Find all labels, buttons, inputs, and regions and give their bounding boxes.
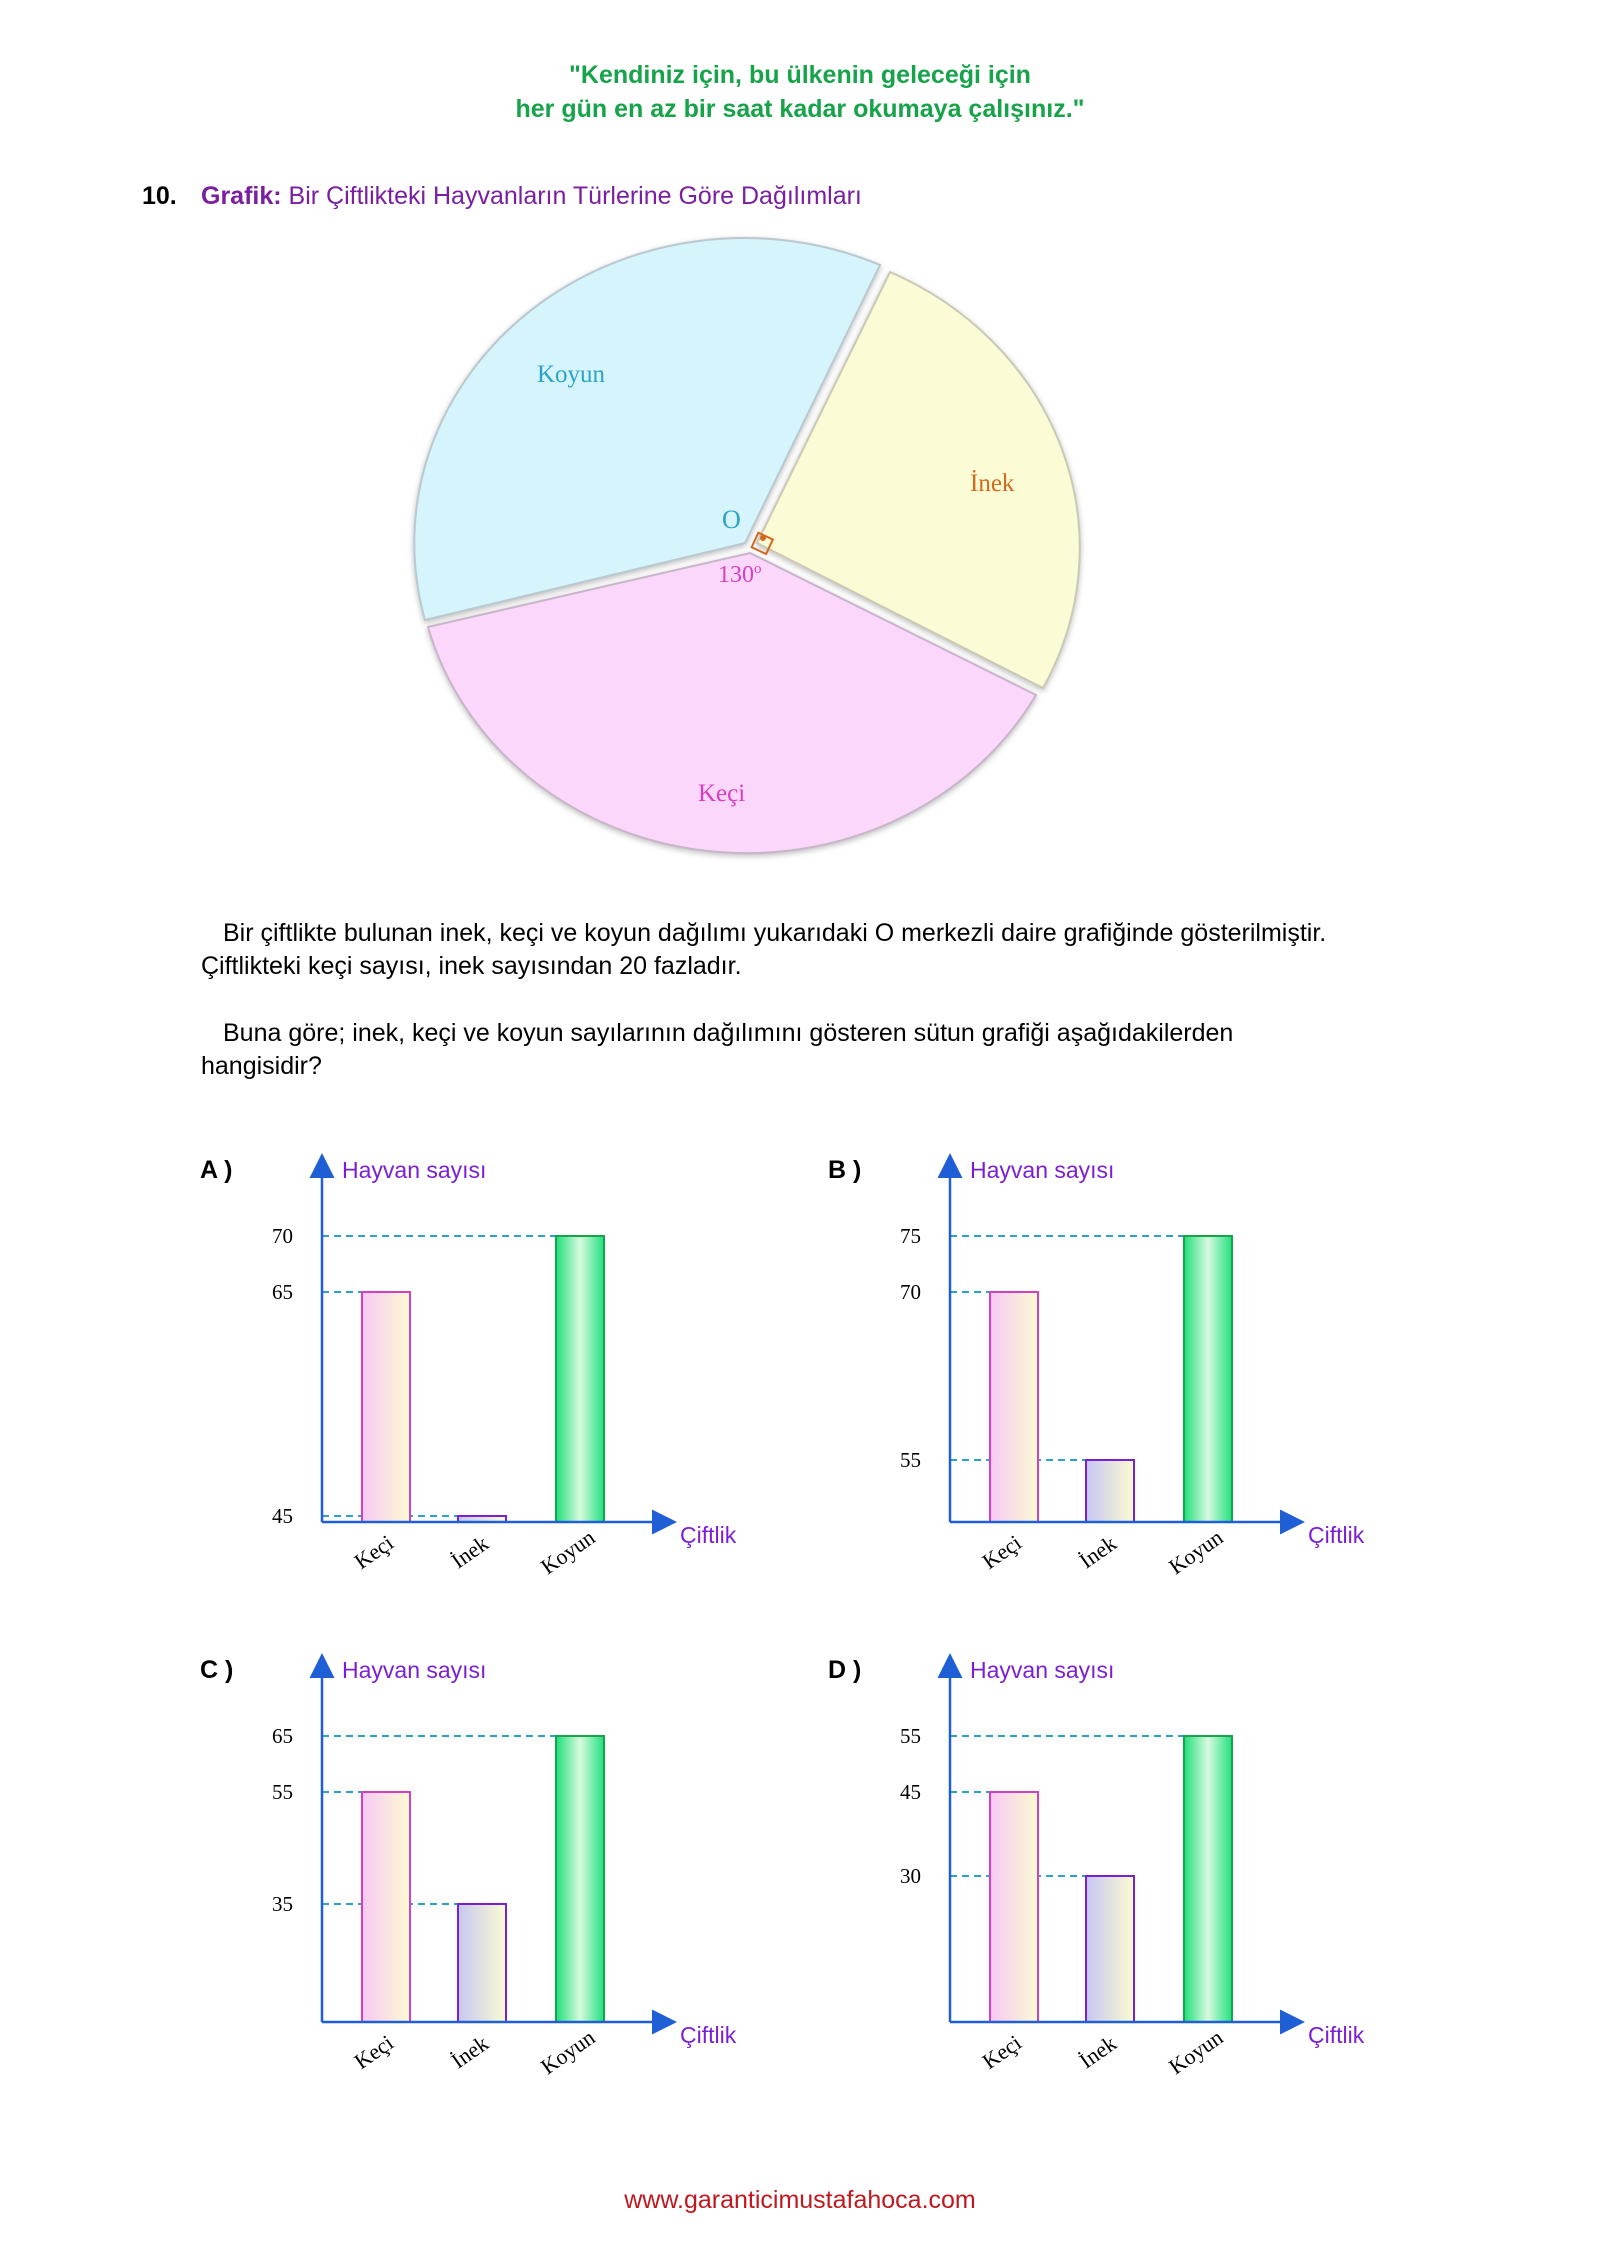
- option-label: C ): [200, 1656, 234, 1684]
- bar-chart-option-b: [818, 1140, 1418, 1640]
- header-quote-line2: her gün en az bir saat kadar okumaya çalışınız.": [515, 95, 1085, 123]
- bar-keci: [990, 1792, 1038, 2022]
- y-tick-label: 70: [900, 1280, 921, 1304]
- x-tick-label-inek: İnek: [1074, 2030, 1121, 2074]
- pie-label-inek: İnek: [970, 470, 1015, 497]
- bar-inek: [1086, 1876, 1134, 2022]
- paragraph-2-line-1: Buna göre; inek, keçi ve koyun sayılarının dağılımını gösteren sütun grafiği aşağıdakilerden: [223, 1019, 1234, 1047]
- y-axis-label: Hayvan sayısı: [342, 1157, 487, 1183]
- question-title-rest: Bir Çiftlikteki Hayvanların Türlerine Göre Dağılımları: [281, 182, 862, 210]
- x-tick-label-keci: Keçi: [349, 2029, 398, 2075]
- footer-url[interactable]: www.garanticimustafahoca.com: [624, 2186, 976, 2214]
- y-tick-label: 75: [900, 1224, 921, 1248]
- x-tick-label-inek: İnek: [1074, 1530, 1121, 1574]
- question-title-bold: Grafik:: [201, 182, 282, 210]
- bar-koyun: [1184, 1236, 1232, 1522]
- right-angle-dot: [760, 535, 766, 541]
- x-tick-label-inek: İnek: [446, 1530, 493, 1574]
- bar-inek: [1086, 1460, 1134, 1522]
- paragraph-1-line-1: Bir çiftlikte bulunan inek, keçi ve koyun dağılımı yukarıdaki O merkezli daire grafiğinde gösterilmiştir.: [223, 919, 1327, 947]
- pie-angle-label: 130$^o$: [718, 561, 762, 588]
- y-tick-label: 30: [900, 1864, 921, 1888]
- x-tick-label-koyun: Koyun: [535, 2024, 600, 2080]
- y-tick-label: 65: [272, 1724, 293, 1748]
- y-tick-label: 70: [272, 1224, 293, 1248]
- pie-label-keci: Keçi: [698, 780, 746, 807]
- x-axis-label: Çiftlik: [680, 1522, 737, 1548]
- x-tick-label-koyun: Koyun: [1163, 1524, 1228, 1580]
- x-tick-label-koyun: Koyun: [535, 1524, 600, 1580]
- bar-koyun: [556, 1736, 604, 2022]
- x-axis-label: Çiftlik: [1308, 1522, 1365, 1548]
- y-tick-label: 55: [900, 1448, 921, 1472]
- y-tick-label: 35: [272, 1892, 293, 1916]
- bar-keci: [362, 1292, 410, 1522]
- x-tick-label-koyun: Koyun: [1163, 2024, 1228, 2080]
- paragraph-2-line-2: hangisidir?: [201, 1052, 322, 1080]
- y-tick-label: 65: [272, 1280, 293, 1304]
- bar-chart-option-d: [818, 1640, 1418, 2140]
- x-tick-label-keci: Keçi: [977, 2029, 1026, 2075]
- x-axis-label: Çiftlik: [680, 2022, 737, 2048]
- question-number: 10.: [142, 182, 177, 210]
- pie-label-koyun: Koyun: [537, 361, 606, 388]
- y-tick-label: 45: [272, 1504, 293, 1528]
- y-axis-label: Hayvan sayısı: [342, 1657, 487, 1683]
- option-label: D ): [828, 1656, 862, 1684]
- x-axis-label: Çiftlik: [1308, 2022, 1365, 2048]
- option-label: B ): [828, 1156, 862, 1184]
- bar-keci: [990, 1292, 1038, 1522]
- paragraph-1-line-2: Çiftlikteki keçi sayısı, inek sayısından 20 fazladır.: [201, 952, 742, 980]
- bar-koyun: [1184, 1736, 1232, 2022]
- header-quote-line1: "Kendiniz için, bu ülkenin geleceği için: [569, 61, 1031, 89]
- x-tick-label-inek: İnek: [446, 2030, 493, 2074]
- question-title: [201, 182, 862, 211]
- bar-keci: [362, 1792, 410, 2022]
- bar-chart-option-a: [190, 1140, 790, 1640]
- pie-center-label: O: [722, 505, 741, 534]
- x-tick-label-keci: Keçi: [977, 1529, 1026, 1575]
- y-axis-label: Hayvan sayısı: [970, 1657, 1115, 1683]
- y-tick-label: 55: [900, 1724, 921, 1748]
- bar-koyun: [556, 1236, 604, 1522]
- y-tick-label: 55: [272, 1780, 293, 1804]
- pie-chart: [400, 225, 1100, 875]
- y-axis-label: Hayvan sayısı: [970, 1157, 1115, 1183]
- bar-inek: [458, 1904, 506, 2022]
- y-tick-label: 45: [900, 1780, 921, 1804]
- bar-chart-option-c: [190, 1640, 790, 2140]
- x-tick-label-keci: Keçi: [349, 1529, 398, 1575]
- option-label: A ): [200, 1156, 233, 1184]
